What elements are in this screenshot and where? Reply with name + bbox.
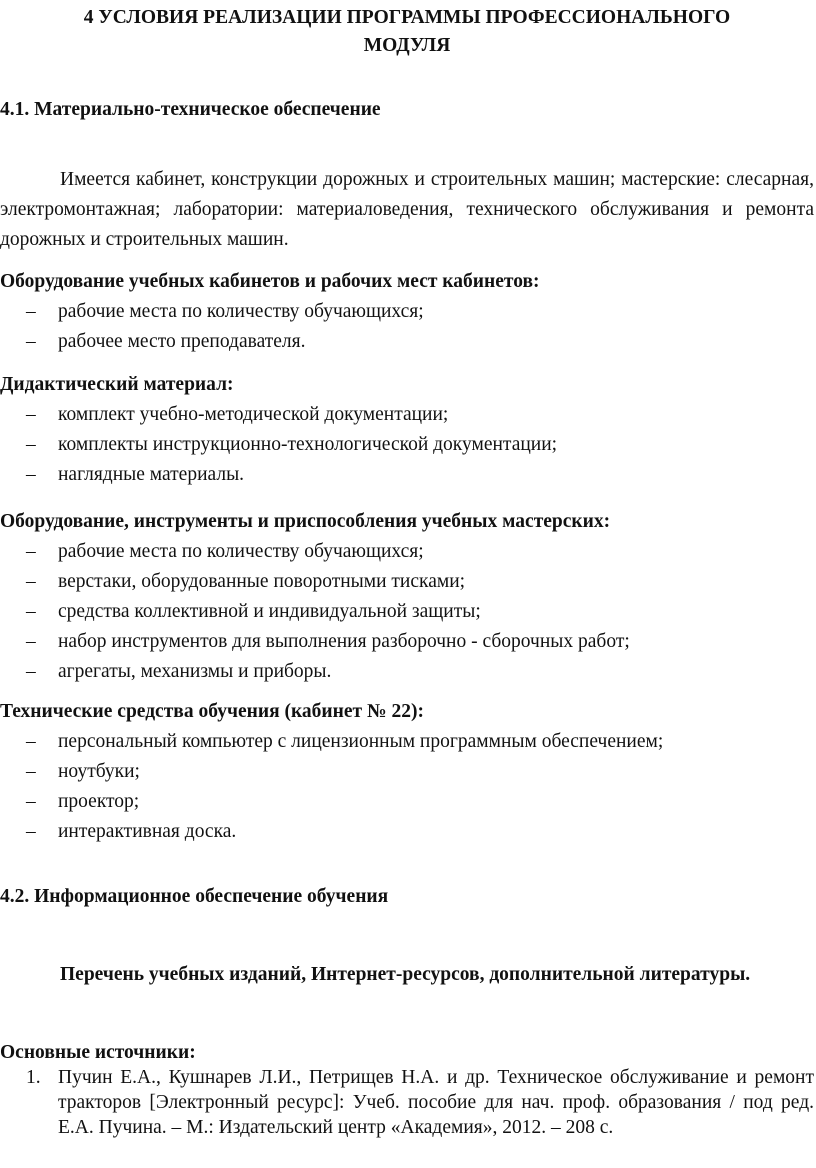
list-item: – рабочее место преподавателя. — [0, 327, 814, 357]
list-item: – рабочие места по количеству обучающихся; — [0, 537, 814, 567]
list-item: – верстаки, оборудованные поворотными тисками; — [0, 567, 814, 597]
dash-mark: – — [26, 404, 36, 425]
bullet-list — [0, 297, 814, 357]
list-item: – ноутбуки; — [0, 757, 814, 787]
group-heading: Дидактический материал: — [0, 374, 234, 395]
list-item — [0, 1065, 814, 1140]
list-item: – проектор; — [0, 787, 814, 817]
dash-mark: – — [26, 731, 36, 752]
sources-heading: Основные источники: — [0, 1042, 196, 1063]
dash-mark: – — [26, 631, 36, 652]
dash-mark: – — [26, 761, 36, 782]
equipment-group-technical — [0, 697, 814, 847]
section-4-2-list-title: Перечень учебных изданий, Интернет-ресурсов, дополнительной литературы. — [60, 964, 751, 985]
source-text: Пучин Е.А., Кушнарев Л.И., Петрищев Н.А. и др. Техническое обслуживание и ремонт тракторов [Электронный ресурс]: Учеб. пособие для нач. проф. образования / под ред. Е.А. Пучина. – М.: Издательский центр «Академия», 2012. – 208 с. — [58, 1067, 814, 1138]
document-title — [0, 4, 814, 60]
bullet-list — [0, 537, 814, 687]
list-item: – набор инструментов для выполнения разборочно - сборочных работ; — [0, 627, 814, 657]
dash-mark: – — [26, 821, 36, 842]
title-line-1: 4 УСЛОВИЯ РЕАЛИЗАЦИИ ПРОГРАММЫ ПРОФЕССИОНАЛЬНОГО — [83, 7, 731, 28]
group-heading: Технические средства обучения (кабинет № 22): — [0, 701, 424, 722]
dash-mark: – — [26, 571, 36, 592]
bullet-list — [0, 400, 814, 490]
list-item: – комплекты инструкционно-технологической документации; — [0, 430, 814, 460]
dash-mark: – — [26, 541, 36, 562]
list-item: – интерактивная доска. — [0, 817, 814, 847]
list-item: – персональный компьютер с лицензионным программным обеспечением; — [0, 727, 814, 757]
dash-mark: – — [26, 301, 36, 322]
list-item: – рабочие места по количеству обучающихся; — [0, 297, 814, 327]
sources-list — [0, 1065, 814, 1140]
bullet-list — [0, 727, 814, 847]
section-4-1-heading: 4.1. Материально-техническое обеспечение — [0, 99, 381, 120]
equipment-group-didactic — [0, 370, 814, 490]
dash-mark: – — [26, 464, 36, 485]
dash-mark: – — [26, 661, 36, 682]
equipment-group-workshops — [0, 507, 814, 687]
group-heading: Оборудование учебных кабинетов и рабочих мест кабинетов: — [0, 271, 540, 292]
title-line-2: МОДУЛЯ — [363, 35, 451, 56]
list-item: – наглядные материалы. — [0, 460, 814, 490]
dash-mark: – — [26, 331, 36, 352]
list-item: – агрегаты, механизмы и приборы. — [0, 657, 814, 687]
equipment-group-classrooms — [0, 267, 814, 357]
section-4-2-heading: 4.2. Информационное обеспечение обучения — [0, 886, 389, 907]
list-item: – комплект учебно-методической документации; — [0, 400, 814, 430]
section-4-1-intro: Имеется кабинет, конструкции дорожных и строительных машин; мастерские: слесарная, электромонтажная; лаборатории: материаловедения, технического обслуживания и ремонта дорожных и строительных машин. — [0, 169, 814, 250]
dash-mark: – — [26, 434, 36, 455]
group-heading: Оборудование, инструменты и приспособления учебных мастерских: — [0, 511, 611, 532]
list-item: – средства коллективной и индивидуальной защиты; — [0, 597, 814, 627]
source-number: 1. — [26, 1067, 41, 1088]
dash-mark: – — [26, 601, 36, 622]
dash-mark: – — [26, 791, 36, 812]
